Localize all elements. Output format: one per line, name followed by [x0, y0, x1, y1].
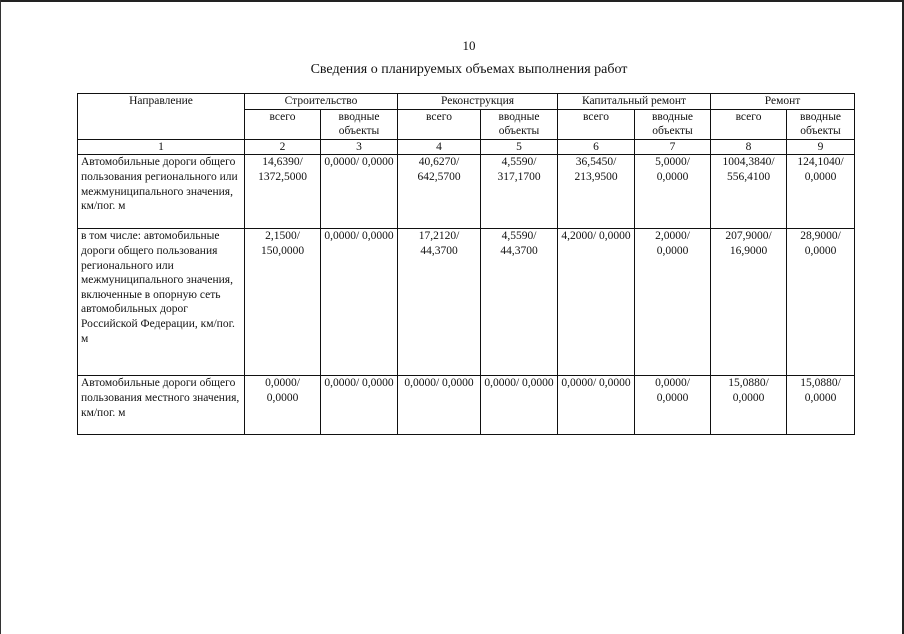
row-direction: в том числе: автомобильные дороги общего пользования регионального или межмуниципального значения, включенные в опорную сеть автомобильных дорог Российской Федерации, км/пог. м — [78, 229, 245, 376]
column-number: 5 — [481, 139, 558, 155]
column-number: 2 — [245, 139, 321, 155]
page-number: 10 — [462, 38, 476, 53]
row-value: 0,0000/ 0,0000 — [321, 229, 398, 376]
subheader-total: всего — [398, 109, 481, 139]
column-number: 7 — [635, 139, 711, 155]
column-number: 9 — [787, 139, 855, 155]
row-value: 2,1500/ 150,0000 — [245, 229, 321, 376]
row-value: 15,0880/ 0,0000 — [711, 376, 787, 435]
row-value: 40,6270/ 642,5700 — [398, 155, 481, 229]
row-value: 4,5590/ 44,3700 — [481, 229, 558, 376]
table-row — [78, 155, 855, 229]
page-title: Сведения о планируемых объемах выполнения работ — [310, 62, 628, 77]
row-value: 2,0000/ 0,0000 — [635, 229, 711, 376]
row-value: 5,0000/ 0,0000 — [635, 155, 711, 229]
page-edge-left — [0, 0, 1, 634]
subheader-total: всего — [558, 109, 635, 139]
column-number: 1 — [78, 139, 245, 155]
header-direction: Направление — [78, 94, 245, 140]
row-value: 4,5590/ 317,1700 — [481, 155, 558, 229]
row-value: 17,2120/ 44,3700 — [398, 229, 481, 376]
row-value: 4,2000/ 0,0000 — [558, 229, 635, 376]
subheader-total: всего — [245, 109, 321, 139]
table-row — [78, 229, 855, 376]
row-value: 28,9000/ 0,0000 — [787, 229, 855, 376]
header-group-capital-repair: Капитальный ремонт — [558, 94, 711, 110]
column-number: 3 — [321, 139, 398, 155]
row-value: 15,0880/ 0,0000 — [787, 376, 855, 435]
column-number: 8 — [711, 139, 787, 155]
row-value: 0,0000/ 0,0000 — [245, 376, 321, 435]
row-value: 14,6390/ 1372,5000 — [245, 155, 321, 229]
row-value: 0,0000/ 0,0000 — [481, 376, 558, 435]
subheader-commissioned: вводные объекты — [787, 109, 855, 139]
row-value: 207,9000/ 16,9000 — [711, 229, 787, 376]
row-value: 1004,3840/ 556,4100 — [711, 155, 787, 229]
row-value: 0,0000/ 0,0000 — [398, 376, 481, 435]
row-value: 0,0000/ 0,0000 — [321, 376, 398, 435]
works-volume-table — [77, 93, 855, 435]
row-value: 124,1040/ 0,0000 — [787, 155, 855, 229]
row-value: 0,0000/ 0,0000 — [635, 376, 711, 435]
subheader-total: всего — [711, 109, 787, 139]
header-row-column-numbers — [78, 139, 855, 155]
subheader-commissioned: вводные объекты — [635, 109, 711, 139]
row-value: 0,0000/ 0,0000 — [558, 376, 635, 435]
row-direction: Автомобильные дороги общего пользования регионального или межмуниципального значения, км/пог. м — [78, 155, 245, 229]
column-number: 4 — [398, 139, 481, 155]
header-group-reconstruction: Реконструкция — [398, 94, 558, 110]
table-row — [78, 376, 855, 435]
subheader-commissioned: вводные объекты — [481, 109, 558, 139]
page-edge-top — [0, 0, 904, 2]
column-number: 6 — [558, 139, 635, 155]
subheader-commissioned: вводные объекты — [321, 109, 398, 139]
row-value: 36,5450/ 213,9500 — [558, 155, 635, 229]
header-row-groups — [78, 94, 855, 110]
header-group-construction: Строительство — [245, 94, 398, 110]
row-value: 0,0000/ 0,0000 — [321, 155, 398, 229]
header-group-repair: Ремонт — [711, 94, 855, 110]
row-direction: Автомобильные дороги общего пользования местного значения, км/пог. м — [78, 376, 245, 435]
